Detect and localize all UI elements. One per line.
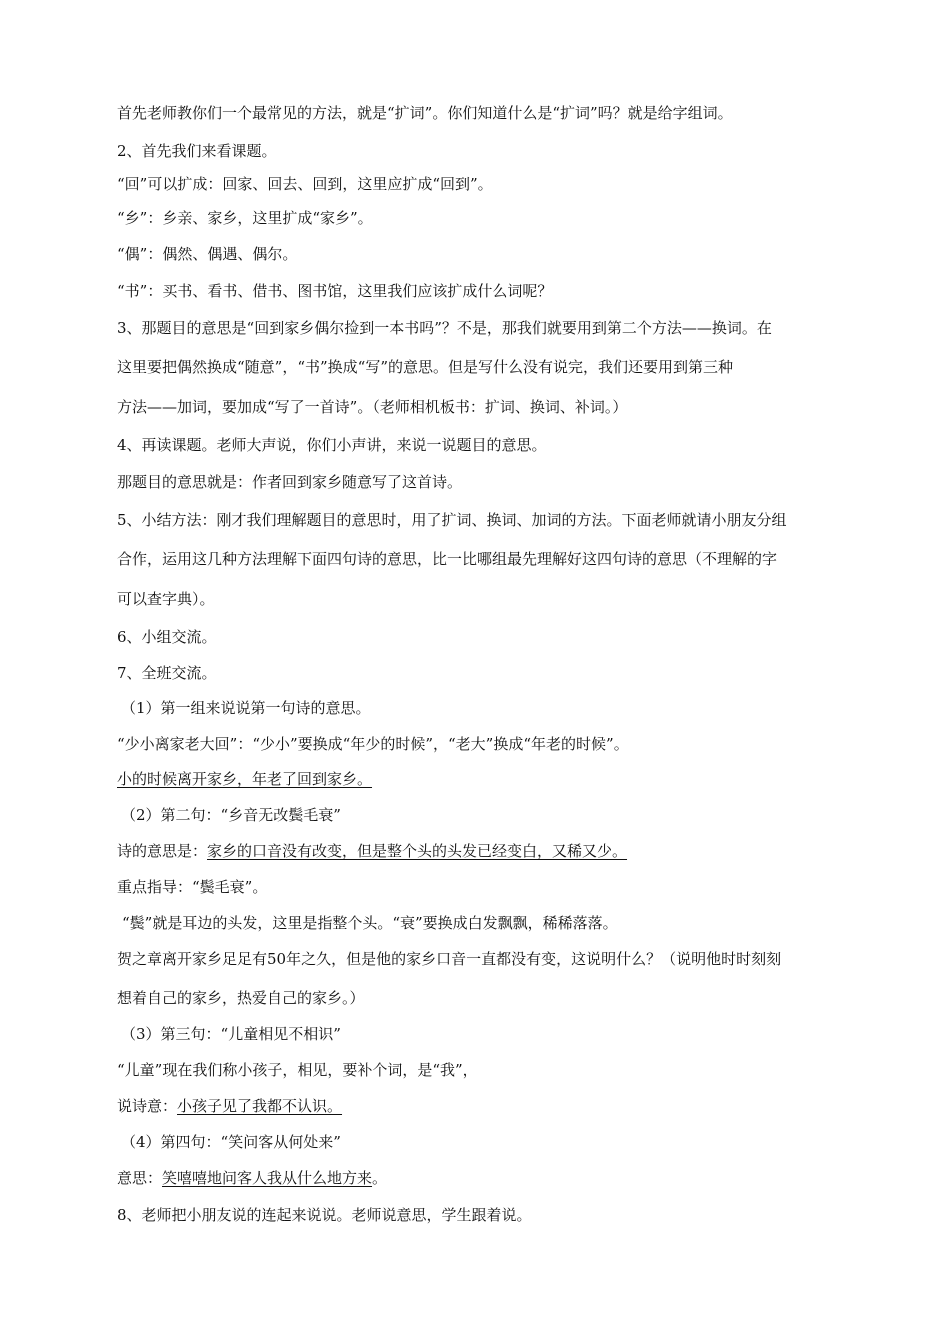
text-line: 小的时候离开家乡，年老了回到家乡。	[117, 770, 373, 788]
text-line: 7、全班交流。	[117, 664, 217, 682]
text-line: 5、小结方法：刚才我们理解题目的意思时，用了扩词、换词、加词的方法。下面老师就请小朋友分组	[117, 511, 787, 529]
text-line: 3、那题目的意思是“回到家乡偶尔捡到一本书吗”？不是，那我们就要用到第二个方法——换词。在	[117, 319, 772, 337]
text-line	[117, 1096, 877, 1116]
text-line: 方法——加词，要加成“写了一首诗”。（老师相机板书：扩词、换词、补词。）	[117, 398, 628, 416]
text-segment: 。	[372, 1169, 388, 1187]
text-line: 贺之章离开家乡足足有50年之久，但是他的家乡口音一直都没有变，这说明什么？（说明他时时刻刻	[117, 950, 782, 968]
text-line: （3）第三句：“儿童相见不相识”	[121, 1025, 341, 1043]
text-line: “回”可以扩成：回家、回去、回到，这里应扩成“回到”。	[117, 175, 493, 193]
text-line: “乡”：乡亲、家乡，这里扩成“家乡”。	[117, 209, 373, 227]
text-line: 6、小组交流。	[117, 628, 217, 646]
text-line: 想着自己的家乡，热爱自己的家乡。）	[117, 989, 365, 1007]
underlined-answer: 小孩子见了我都不认识。	[177, 1097, 343, 1115]
text-line: 2、首先我们来看课题。	[117, 142, 277, 160]
text-line: “少小离家老大回”：“少小”要换成“年少的时候”，“老大”换成“年老的时候”。	[117, 735, 629, 753]
text-line: “书”：买书、看书、借书、图书馆，这里我们应该扩成什么词呢？	[117, 282, 553, 300]
text-line: 合作，运用这几种方法理解下面四句诗的意思，比一比哪组最先理解好这四句诗的意思（不理解的字	[117, 550, 778, 568]
text-line: （4）第四句：“笑问客从何处来”	[121, 1133, 341, 1151]
text-line: （1）第一组来说说第一句诗的意思。	[121, 699, 371, 717]
text-line: 8、老师把小朋友说的连起来说说。老师说意思，学生跟着说。	[117, 1206, 532, 1224]
text-line	[117, 841, 877, 861]
text-segment: 诗的意思是：	[117, 842, 208, 860]
text-line: 那题目的意思就是：作者回到家乡随意写了这首诗。	[117, 473, 463, 491]
text-line: （2）第二句：“乡音无改鬓毛衰”	[121, 806, 341, 824]
text-line: “偶”：偶然、偶遇、偶尔。	[117, 245, 298, 263]
text-line: “鬓”就是耳边的头发，这里是指整个头。“衰”要换成白发飘飘，稀稀落落。	[122, 914, 618, 932]
text-line: 4、再读课题。老师大声说，你们小声讲，来说一说题目的意思。	[117, 436, 547, 454]
text-line: “儿童”现在我们称小孩子，相见，要补个词，是“我”，	[117, 1061, 478, 1079]
underlined-answer: 笑嘻嘻地问客人我从什么地方来	[162, 1169, 373, 1187]
text-segment: 说诗意：	[117, 1097, 178, 1115]
text-line: 重点指导：“鬓毛衰”。	[117, 878, 268, 896]
text-line: 可以查字典）。	[117, 590, 215, 608]
underlined-answer: 家乡的口音没有改变，但是整个头的头发已经变白，又稀又少。	[207, 842, 628, 860]
text-line: 这里要把偶然换成“随意”，“书”换成“写”的意思。但是写什么没有说完，我们还要用到第三种	[117, 358, 734, 376]
text-line: 首先老师教你们一个最常见的方法，就是“扩词”。你们知道什么是“扩词”吗？就是给字组词。	[117, 104, 733, 122]
text-segment: 意思：	[117, 1169, 163, 1187]
text-line	[117, 1168, 877, 1188]
